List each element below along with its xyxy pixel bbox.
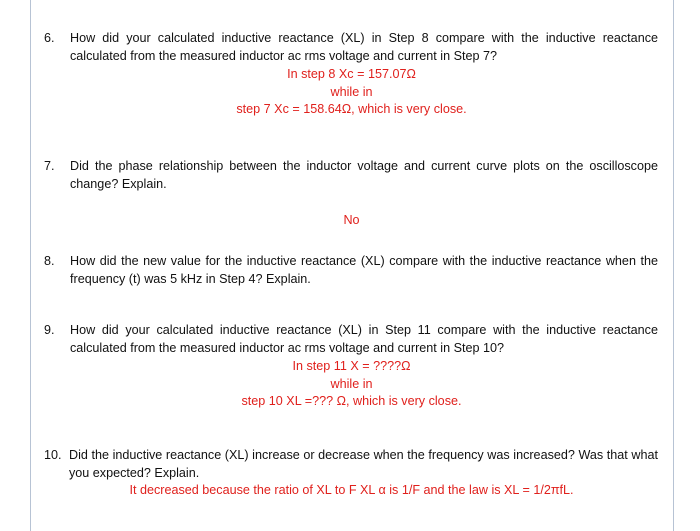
question-text: How did your calculated inductive reactance (XL) in Step 11 compare with the inductive reactance calculated from the measured inductor ac rms voltage and current in Step 10?: [70, 323, 658, 355]
question-7: [44, 158, 658, 193]
question-number: 6.: [44, 31, 55, 45]
answer-line: step 10 XL =??? Ω, which is very close.: [241, 394, 462, 408]
question-text: How did the new value for the inductive reactance (XL) compare with the inductive reactance when the frequency (t) was 5 kHz in Step 4? Explain.: [70, 254, 658, 286]
answer-line: while in: [330, 84, 373, 99]
question-text: Did the phase relationship between the inductor voltage and current curve plots on the oscilloscope change? Explain.: [70, 159, 658, 191]
question-number: 10.: [44, 448, 62, 462]
question-8: [44, 253, 658, 288]
answer-9: [30, 358, 673, 411]
question-text: Did the inductive reactance (XL) increase or decrease when the frequency was increased? Was that what you expected? Explain.: [69, 448, 658, 480]
answer-line: No: [343, 213, 360, 227]
question-10: [44, 447, 658, 482]
question-number: 9.: [44, 323, 55, 337]
answer-6: [30, 66, 673, 119]
question-text: How did your calculated inductive reactance (XL) in Step 8 compare with the inductive reactance calculated from the measured inductor ac rms voltage and current in Step 7?: [70, 31, 658, 63]
answer-line: while in: [330, 376, 373, 391]
question-number: 7.: [44, 159, 55, 173]
answer-line: It decreased because the ratio of XL to F XL α is 1/F and the law is XL = 1/2πfL.: [129, 483, 574, 497]
answer-line: In step 11 X = ????Ω: [292, 359, 411, 373]
page-border-right: [673, 0, 674, 531]
question-6: [44, 30, 658, 65]
question-number: 8.: [44, 254, 55, 268]
answer-line: In step 8 Xc = 157.07Ω: [287, 67, 416, 81]
answer-7: [30, 212, 673, 230]
answer-line: step 7 Xc = 158.64Ω, which is very close.: [236, 102, 467, 116]
question-9: [44, 322, 658, 357]
answer-10: [30, 482, 673, 500]
